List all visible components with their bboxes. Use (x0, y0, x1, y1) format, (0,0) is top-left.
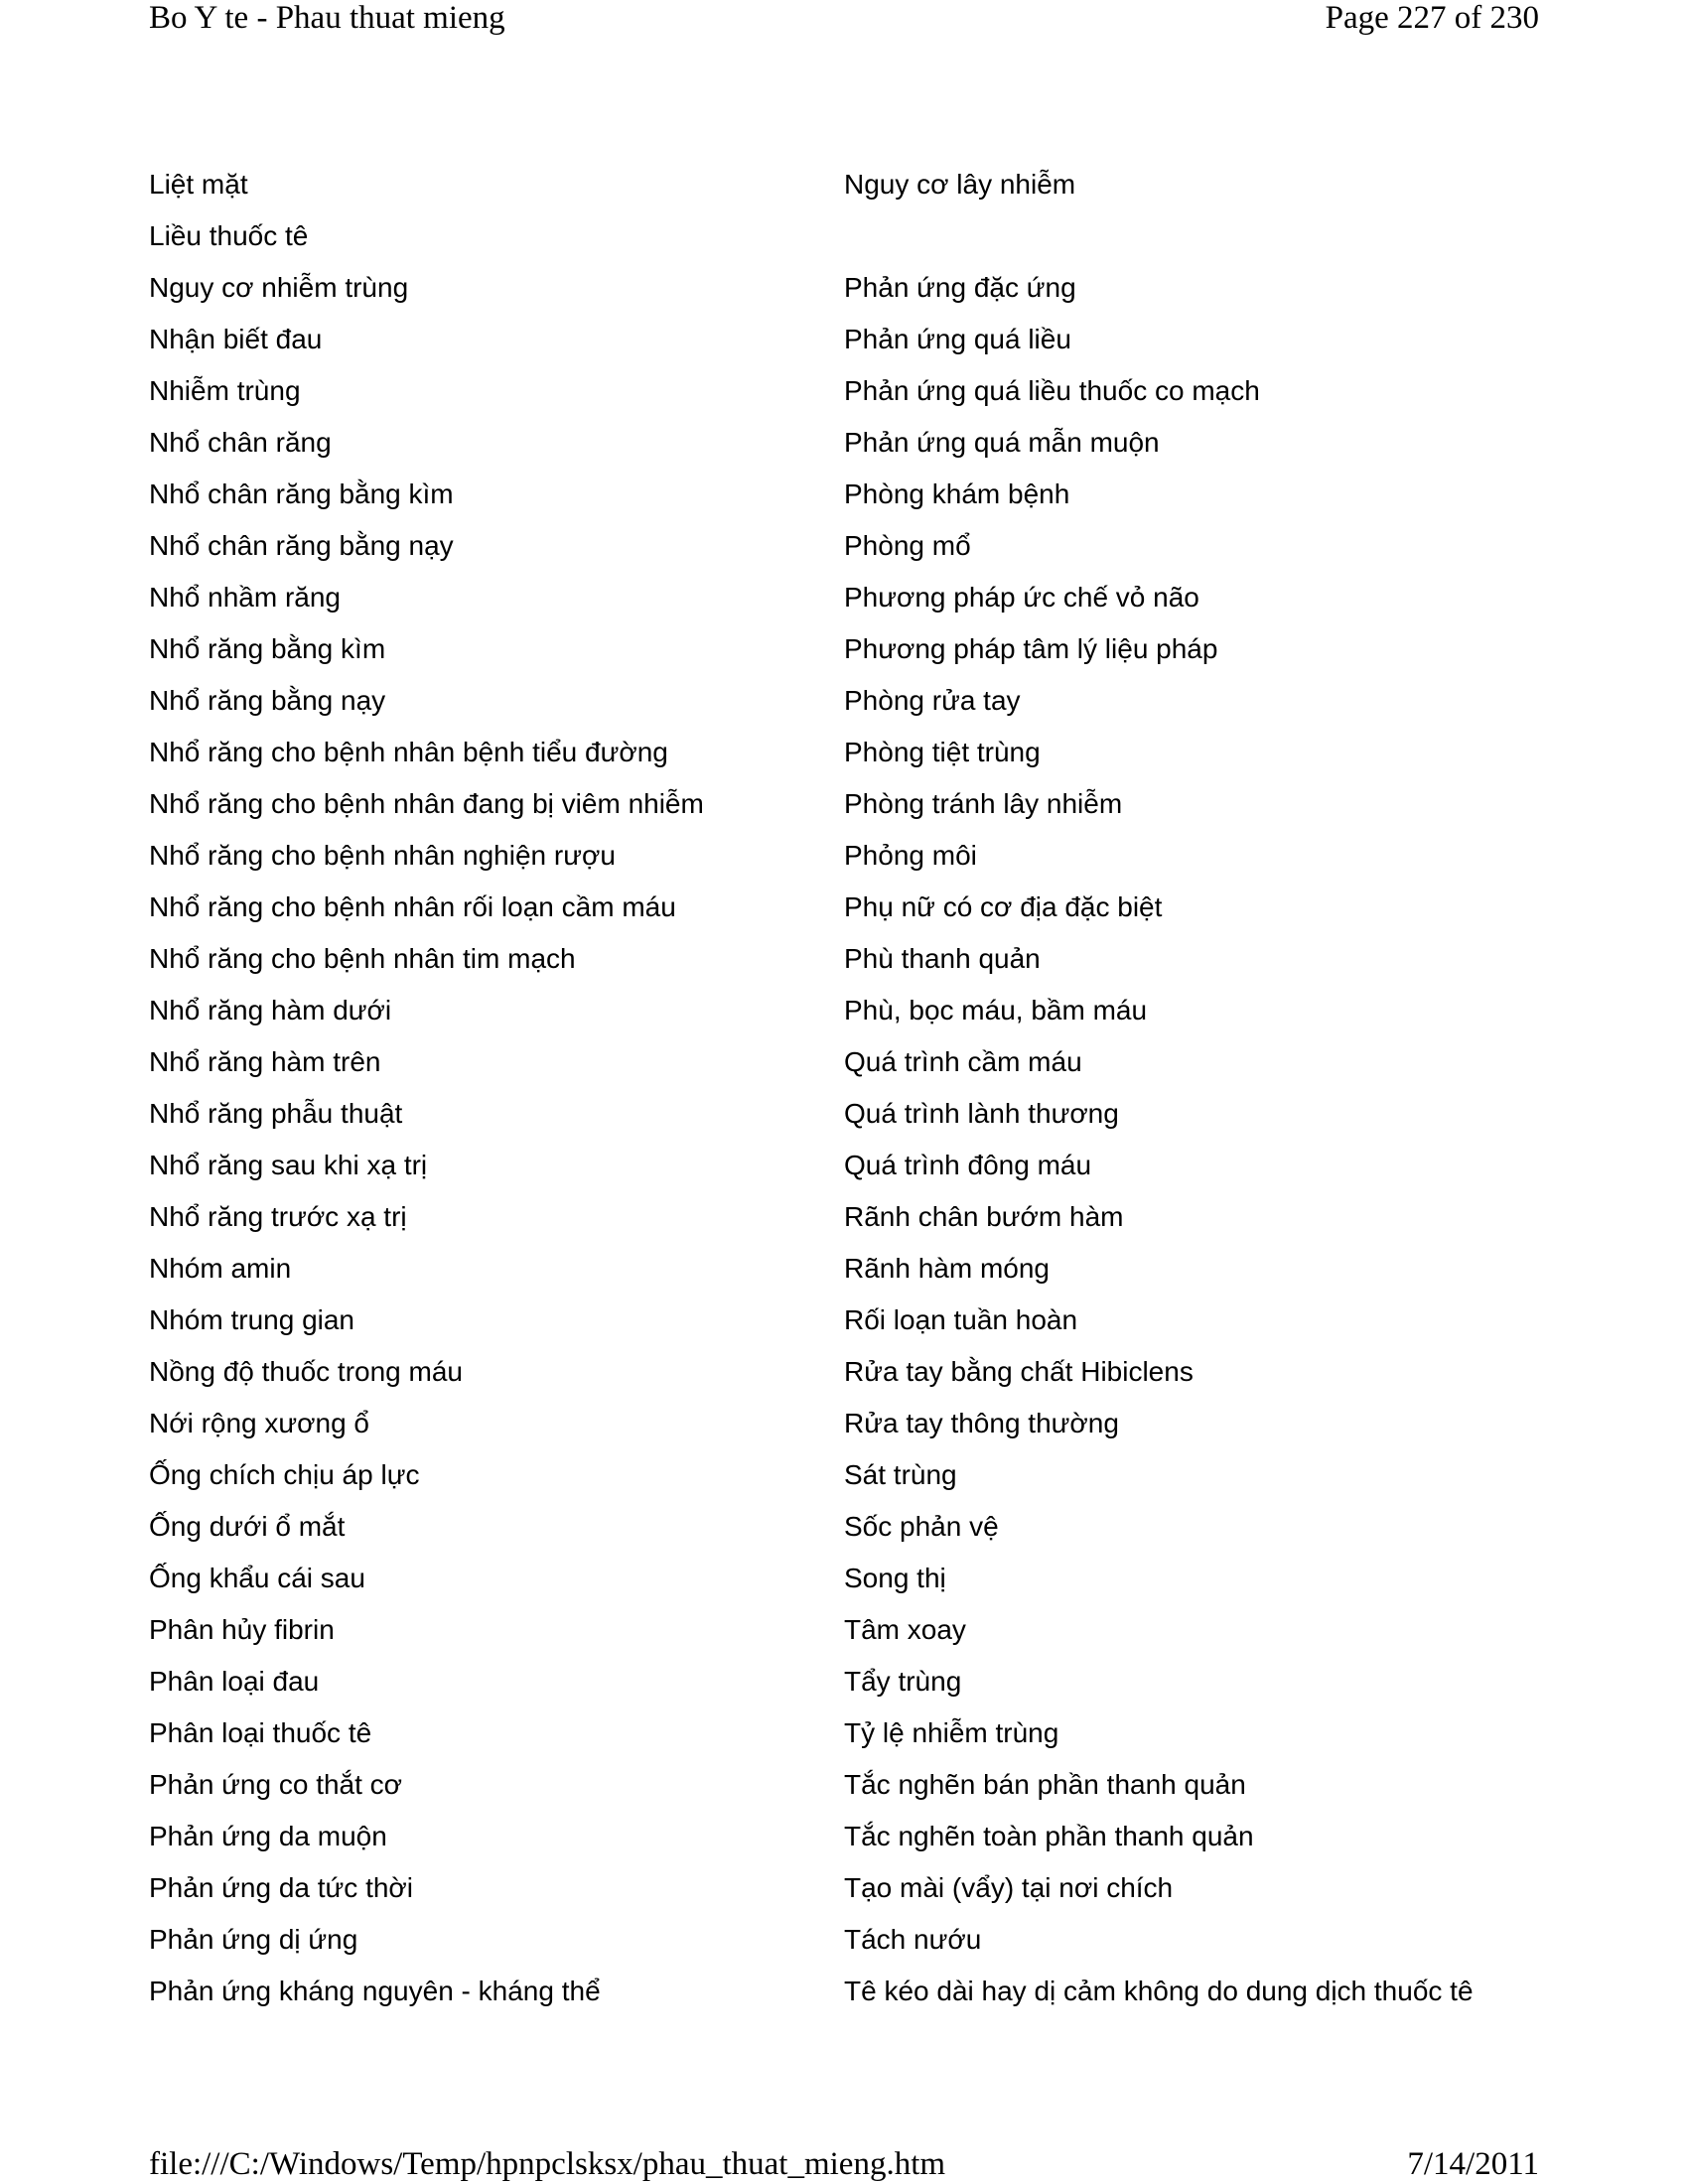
file-path: file:///C:/Windows/Temp/hpnpclsksx/phau_thuat_mieng.htm (149, 2146, 946, 2182)
index-term: Phản ứng da muộn (149, 1821, 387, 1851)
index-term: Sát trùng (844, 1459, 957, 1490)
index-term: Tỷ lệ nhiễm trùng (844, 1717, 1059, 1748)
index-term: Phản ứng đặc ứng (844, 272, 1076, 303)
index-term: Phân loại thuốc tê (149, 1717, 372, 1748)
page-footer (149, 2146, 1539, 2183)
index-term: Tắc nghẽn bán phần thanh quản (844, 1769, 1246, 1800)
index-term: Phòng tiệt trùng (844, 737, 1041, 767)
index-term: Tạo mài (vẩy) tại nơi chích (844, 1872, 1174, 1903)
index-term: Phù, bọc máu, bầm máu (844, 995, 1148, 1025)
index-term: Liều thuốc tê (149, 220, 309, 251)
index-term: Sốc phản vệ (844, 1511, 999, 1542)
page-number: Page 227 of 230 (1325, 0, 1539, 36)
index-term: Nhổ răng trước xạ trị (149, 1201, 407, 1232)
index-term: Phù thanh quản (844, 943, 1041, 974)
page-header (149, 0, 1539, 37)
index-term: Phòng mổ (844, 530, 971, 561)
index-term: Phân hủy fibrin (149, 1614, 335, 1645)
index-term: Nhận biết đau (149, 324, 323, 354)
index-term: Nhổ chân răng bằng kìm (149, 478, 454, 509)
index-term: Rối loạn tuần hoàn (844, 1304, 1078, 1335)
index-term: Phản ứng quá liều (844, 324, 1071, 354)
index-term: Tẩy trùng (844, 1666, 962, 1697)
index-term: Phụ nữ có cơ địa đặc biệt (844, 891, 1163, 922)
index-term: Phản ứng kháng nguyên - kháng thể (149, 1976, 601, 2006)
index-term: Phương pháp tâm lý liệu pháp (844, 633, 1218, 664)
index-table (149, 159, 1539, 2017)
index-term: Quá trình lành thương (844, 1098, 1119, 1129)
index-term: Nhổ nhầm răng (149, 582, 342, 613)
index-term: Nhổ răng hàm dưới (149, 995, 392, 1025)
index-term: Nhổ chân răng bằng nạy (149, 530, 454, 561)
index-term: Nhổ răng cho bệnh nhân rối loạn cầm máu (149, 891, 676, 922)
index-term: Tách nướu (844, 1924, 982, 1955)
index-term: Phỏng môi (844, 840, 977, 871)
index-term-blank (844, 210, 1539, 262)
index-term: Nhiễm trùng (149, 375, 301, 406)
index-term: Phản ứng quá liều thuốc co mạch (844, 375, 1260, 406)
index-term: Nhổ răng bằng kìm (149, 633, 386, 664)
index-term: Rửa tay bằng chất Hibiclens (844, 1356, 1194, 1387)
index-term: Nguy cơ nhiễm trùng (149, 272, 409, 303)
index-column-right (844, 159, 1539, 2017)
index-term: Nhổ răng cho bệnh nhân tim mạch (149, 943, 576, 974)
index-term: Nhổ răng cho bệnh nhân đang bị viêm nhiễm (149, 788, 704, 819)
index-term: Ống khẩu cái sau (149, 1563, 365, 1593)
index-term: Rửa tay thông thường (844, 1408, 1119, 1438)
index-term: Rãnh chân bướm hàm (844, 1201, 1124, 1232)
index-term: Nhóm amin (149, 1253, 292, 1284)
print-date: 7/14/2011 (1407, 2146, 1539, 2182)
index-term: Rãnh hàm móng (844, 1253, 1051, 1284)
index-term: Phương pháp ức chế vỏ não (844, 582, 1199, 613)
index-term: Ống chích chịu áp lực (149, 1459, 420, 1490)
index-term: Tê kéo dài hay dị cảm không do dung dịch thuốc tê (844, 1976, 1474, 2006)
index-term: Nhổ răng cho bệnh nhân nghiện rượu (149, 840, 616, 871)
index-term: Phòng rửa tay (844, 685, 1021, 716)
index-term: Nguy cơ lây nhiễm (844, 169, 1076, 200)
index-term: Nhổ răng sau khi xạ trị (149, 1150, 428, 1180)
index-term: Phản ứng quá mẫn muộn (844, 427, 1160, 458)
index-term: Phản ứng dị ứng (149, 1924, 358, 1955)
index-term: Ống dưới ổ mắt (149, 1511, 346, 1542)
index-term: Nhổ răng hàm trên (149, 1046, 381, 1077)
index-term: Phân loại đau (149, 1666, 320, 1697)
index-column-left (149, 159, 844, 2017)
document-title: Bo Y te - Phau thuat mieng (149, 0, 505, 36)
index-term: Song thị (844, 1563, 946, 1593)
index-term: Nồng độ thuốc trong máu (149, 1356, 463, 1387)
index-term: Tâm xoay (844, 1614, 966, 1645)
index-term: Nhổ răng bằng nạy (149, 685, 386, 716)
index-term: Phản ứng da tức thời (149, 1872, 413, 1903)
index-term: Phòng khám bệnh (844, 478, 1070, 509)
index-term: Phòng tránh lây nhiễm (844, 788, 1123, 819)
index-term: Tắc nghẽn toàn phần thanh quản (844, 1821, 1254, 1851)
index-term: Quá trình cầm máu (844, 1046, 1082, 1077)
index-term: Nới rộng xương ổ (149, 1408, 370, 1438)
index-term: Nhóm trung gian (149, 1304, 355, 1335)
index-term: Nhổ răng phẫu thuật (149, 1098, 403, 1129)
index-term: Liệt mặt (149, 169, 248, 200)
index-term: Nhổ chân răng (149, 427, 332, 458)
index-term: Phản ứng co thắt cơ (149, 1769, 403, 1800)
index-term: Quá trình đông máu (844, 1150, 1092, 1180)
index-term: Nhổ răng cho bệnh nhân bệnh tiểu đường (149, 737, 668, 767)
